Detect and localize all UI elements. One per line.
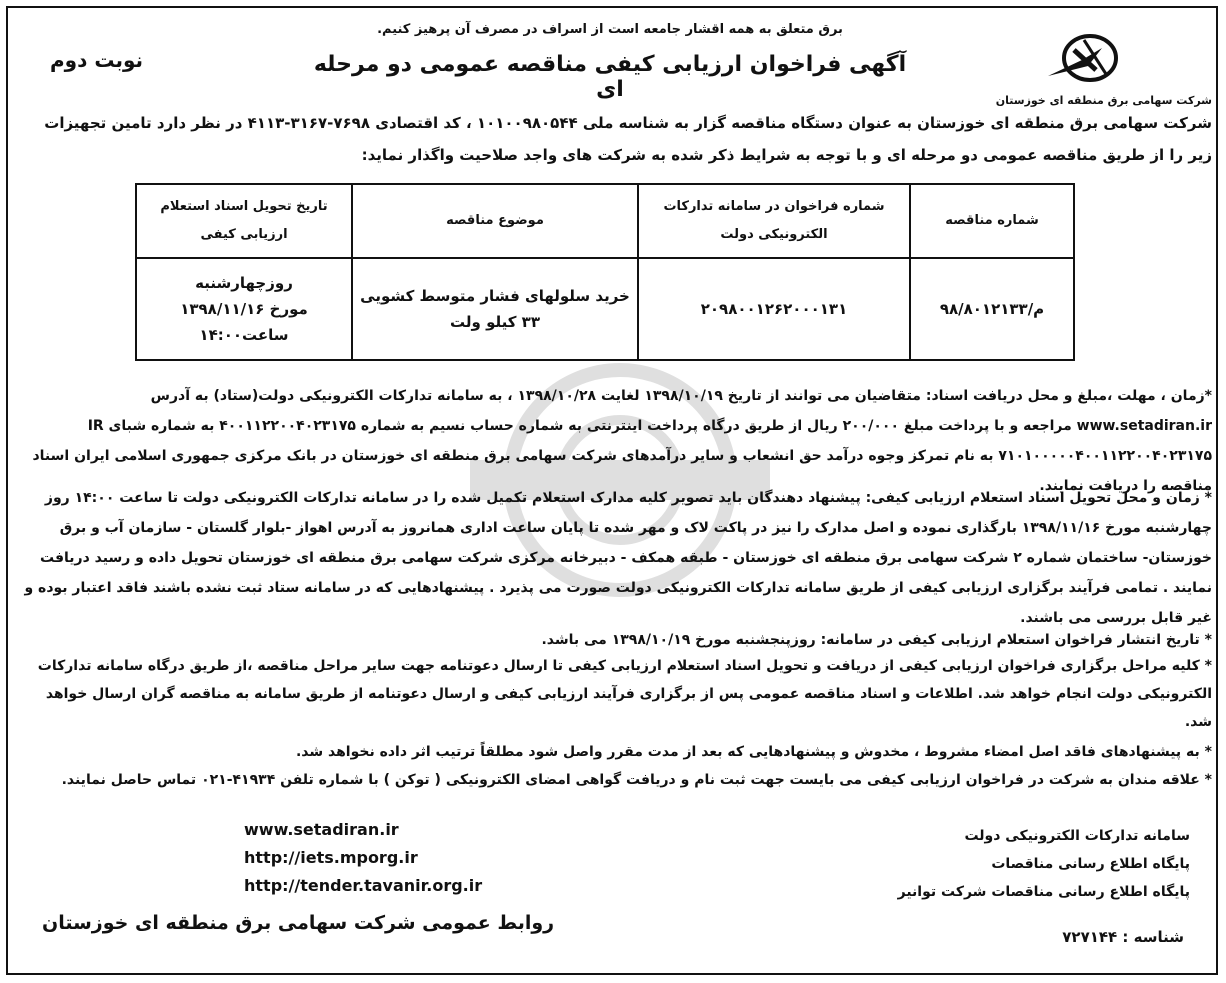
cell-subject-line2: ۳۳ کیلو ولت [450,313,540,331]
header-setad-number-line1: شماره فراخوان در سامانه تدارکات [663,199,885,214]
header-subject: موضوع مناقصه [352,184,638,258]
header-delivery-date-line2: ارزیابی کیفی [200,227,288,242]
link-setadiran[interactable]: www.setadiran.ir [244,820,399,839]
link-iets[interactable]: http://iets.mporg.ir [244,848,418,867]
intro-line-1: شرکت سهامی برق منطقه ای خوزستان به عنوان دستگاه مناقصه گزار به شناسه ملی ۱۰۱۰۰۹۸۰۵۴۴ ، کد اقتصادی ۷۶۹۸-۳۱۶۷-۴۱۱۳ در نظر دارد تامین تجهیزات [44,114,1212,132]
link-label-tavanir: پایگاه اطلاع رسانی مناقصات شرکت توانیر [897,884,1190,900]
slogan: برق متعلق به همه اقشار جامعه است از اسراف در مصرف آن پرهیز کنیم. [377,22,843,37]
header-tender-number: شماره مناقصه [910,184,1074,258]
cell-date-line2: مورخ ۱۳۹۸/۱۱/۱۶ [180,300,308,318]
paragraph-document-delivery: * زمان و محل تحویل اسناد استعلام ارزیابی کیفی: پیشنهاد دهندگان باید تصویر کلیه مدارک استعلام تکمیل شده را در سامانه تدارکات الکترونیکی دولت تا ساعت ۱۴:۰۰ روز چهارشنبه مورخ ۱۳۹۸/۱۱/۱۶ بارگذاری نموده و اصل مدارک را نیز در پاکت لاک و مهر شده تا پایان ساعت اداری همانروز به آدرس اهواز -بلوار گلستان - سازمان آب و برق خوزستان- ساختمان شماره ۲ شرکت سهامی برق منطقه ای خوزستان - طبقه همکف - دبیرخانه مرکزی شرکت سهامی برق منطقه ای خوزستان تحویل داده و رسید دریافت نمایند . تمامی فرآیند برگزاری ارزیابی کیفی از طریق سامانه تدارکات الکترونیکی دولت صورت می پذیرد . پیشنهادهایی که در سامانه ستاد ثبت نشده باشند فاقد اعتبار بوده و غیر قابل بررسی می باشند. [24,490,1212,626]
link-label-setad: سامانه تدارکات الکترونیکی دولت [964,828,1190,844]
cell-tender-number: م/۹۸/۸۰۱۲۱۳۳ [910,258,1074,360]
header-delivery-date-line1: تاریخ تحویل اسناد استعلام [160,199,328,214]
notice-id: شناسه : ۷۲۷۱۴۴ [1062,928,1184,946]
link-tavanir[interactable]: http://tender.tavanir.org.ir [244,876,483,895]
link-labels [898,822,1190,906]
cell-subject [352,258,638,360]
paragraph-document-purchase: *زمان ، مهلت ،مبلغ و محل دریافت اسناد: متقاضیان می توانند از تاریخ ۱۳۹۸/۱۰/۱۹ لغایت ۱۳۹۸/۱۰/۲۸ ، به سامانه تدارکات الکترونیکی دولت(ستاد) به آدرس www.setadiran.ir مراجعه و با پرداخت مبلغ ۲۰۰/۰۰۰ ریال از طریق درگاه پرداخت اینترنتی به شماره حساب نسیم به شماره ۴۰۰۱۱۲۲۰۰۴۰۲۳۱۷۵ به شماره شبای IR ۷۱۰۱۰۰۰۰۰۴۰۰۱۱۲۲۰۰۴۰۲۳۱۷۵ به نام تمرکز وجوه درآمد حق انشعاب و سایر درآمدهای شرکت سهامی برق منطقه ای خوزستان در بانک مرکزی جمهوری اسلامی ایران اسناد مناقصه را دریافت نمایند. [32,388,1212,494]
intro-line-2: زیر را از طریق مناقصه عمومی دو مرحله ای و با توجه به شرایط ذکر شده به شرکت های واجد صلاحیت واگذار نماید: [361,146,1212,164]
round-label: نوبت دوم [50,48,144,72]
header-setad-number-line2: الکترونیکی دولت [720,227,828,242]
tender-table [135,183,1075,361]
paragraph-publish-date: * تاریخ انتشار فراخوان استعلام ارزیابی کیفی در سامانه: روزپنجشنبه مورخ ۱۳۹۸/۱۰/۱۹ می باشد. [541,632,1212,648]
company-logo-icon [1044,30,1124,90]
company-caption: شرکت سهامی برق منطقه ای خوزستان [995,94,1212,107]
link-label-iets: پایگاه اطلاع رسانی مناقصات [991,856,1190,872]
cell-delivery-date [136,258,352,360]
links-list [244,816,482,900]
header-delivery-date [136,184,352,258]
header-setad-number [638,184,910,258]
table-row [136,258,1074,360]
cell-setad-number: ۲۰۹۸۰۰۱۲۶۲۰۰۰۱۳۱ [638,258,910,360]
cell-date-line3: ساعت۱۴:۰۰ [199,326,289,344]
cell-subject-line1: خرید سلولهای فشار متوسط کشویی [360,287,630,305]
paragraph-invalid-offers: * به پیشنهادهای فاقد اصل امضاء مشروط ، مخدوش و پیشنهادهایی که بعد از مدت مقرر واصل شود مطلقاً ترتیب اثر داده نخواهد شد. [295,744,1212,760]
table-header-row [136,184,1074,258]
paragraph-token-registration: * علاقه مندان به شرکت در فراخوان ارزیابی کیفی می بایست جهت ثبت نام و دریافت گواهی امضای الکترونیکی ( توکن ) با شماره تلفن ۴۱۹۳۴-۰۲۱ تماس حاصل نمایند. [61,772,1212,788]
cell-date-line1: روزچهارشنبه [195,274,293,292]
paragraph-process: * کلیه مراحل برگزاری فراخوان ارزیابی کیفی از دریافت و تحویل اسناد استعلام ارزیابی کیفی تا ارسال دعوتنامه جهت سایر مراحل مناقصه ،از طریق درگاه سامانه تدارکات الکترونیکی دولت انجام خواهد شد. اطلاعات و اسناد مناقصه عمومی پس از برگزاری فرآیند ارزیابی کیفی و ارسال دعوتنامه از طریق سامانه به مناقصه گران ارسال خواهد شد. [37,658,1212,730]
public-relations-signature: روابط عمومی شرکت سهامی برق منطقه ای خوزستان [42,912,555,934]
notice-title: آگهی فراخوان ارزیابی کیفی مناقصه عمومی دو مرحله ای [313,52,907,102]
